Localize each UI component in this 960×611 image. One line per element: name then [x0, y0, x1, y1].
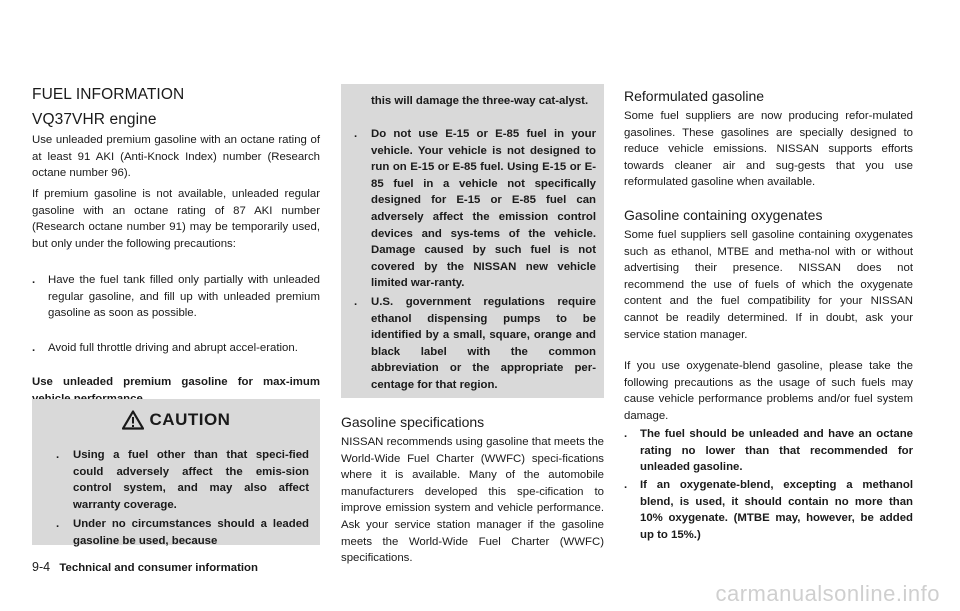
- list-item-text: Have the fuel tank filled only partially with unleaded regular gasoline, and fill up with unleaded premium gasoline as soon as possible.: [48, 274, 320, 320]
- list-item-text: U.S. government regulations require ethanol dispensing pumps to be identified by a small, square, orange and black label with the common abbreviation or the appropriate per-centage for that region.: [371, 296, 596, 391]
- page-number: 9-4: [32, 560, 51, 574]
- caution-box: [32, 399, 320, 545]
- caution-box-continued: [341, 84, 604, 398]
- engine-title: VQ37VHR engine: [32, 111, 157, 128]
- list-item: [624, 477, 913, 543]
- list-item-text: Under no circumstances should a leaded gasoline be used, because: [73, 518, 309, 547]
- watermark: carmanualsonline.info: [715, 581, 940, 606]
- bullet-dot: .: [354, 128, 358, 140]
- list-item: [354, 294, 596, 394]
- list-item: [56, 447, 309, 513]
- bullet-dot: .: [56, 449, 60, 461]
- bullet-dot: .: [56, 518, 60, 530]
- regular-paragraph: If premium gasoline is not available, unleaded regular gasoline with an octane rating of 87 AKI number (Research octane number 91) may be temporarily used, but only under the following precautions:: [32, 188, 320, 250]
- list-item-text: Avoid full throttle driving and abrupt accel-eration.: [48, 342, 298, 354]
- bullet-dot: .: [624, 428, 628, 440]
- footer-section-name: Technical and consumer information: [59, 562, 258, 574]
- oxygenates-paragraph-1: Some fuel suppliers sell gasoline containing oxygenates such as ethanol, MTBE and metha-nol with or without advertising their presence. NISSAN does not recommend the use of fuels of which the oxygenate content and the fuel compatibility for your NISSAN cannot be readily determined. If in doubt, ask your service station manager.: [624, 229, 913, 341]
- list-item-text: The fuel should be unleaded and have an octane rating no lower than that recommended for unleaded gasoline.: [640, 428, 913, 474]
- list-item: [56, 516, 309, 549]
- list-item-text: Using a fuel other than that speci-fied could adversely affect the emis-sion control system, and may also affect warranty coverage.: [73, 449, 309, 511]
- list-item: [32, 272, 320, 322]
- spec-title: Gasoline specifications: [341, 414, 485, 430]
- list-item-text: Do not use E-15 or E-85 fuel in your vehicle. Your vehicle is not designed to run on E-15 or E-85 fuel. Using E-15 or E-85 fuel in a vehicle not specifically designed for E-15 or E-85 fuel can adversely affect the emission control devices and sys-tems of the vehicle. Damage caused by such fuel is not covered by the NISSAN new vehicle limited war-ranty.: [371, 128, 596, 290]
- reformulated-title: Reformulated gasoline: [624, 88, 765, 104]
- caution-header: [32, 410, 320, 430]
- caution-label: CAUTION: [149, 410, 231, 429]
- list-item: [32, 340, 320, 357]
- bullet-dot: .: [32, 342, 36, 354]
- caution-continuation: this will damage the three-way cat-alyst.: [371, 95, 589, 107]
- spec-paragraph: NISSAN recommends using gasoline that meets the World-Wide Fuel Charter (WWFC) speci-fications where it is available. Many of the automobile manufacturers developed this spe-cification to improve emission system and vehicle performance. Ask your service station manager if the gasoline meets the World-Wide Fuel Charter (WWFC) specifications.: [341, 436, 604, 565]
- bullet-dot: .: [624, 479, 628, 491]
- list-item: [354, 126, 596, 292]
- oxygenates-paragraph-2: If you use oxygenate-blend gasoline, please take the following precautions as the usage of such fuels may cause vehicle performance problems and/or fuel system damage.: [624, 360, 913, 422]
- bold-note: Use unleaded premium gasoline for max-imum: [32, 376, 320, 388]
- warning-triangle-icon: [122, 410, 144, 430]
- page-footer: [32, 560, 258, 574]
- oxygenates-title: Gasoline containing oxygenates: [624, 207, 823, 223]
- premium-paragraph: Use unleaded premium gasoline with an octane rating of at least 91 AKI (Anti-Knock Index) number (Research octane number 96).: [32, 134, 320, 180]
- bullet-dot: .: [32, 274, 36, 286]
- section-title: FUEL INFORMATION: [32, 86, 185, 103]
- list-item-text: If an oxygenate-blend, excepting a methanol blend, is used, it should contain no more than 10% oxygenate. (MTBE may, however, be added up to 15%.): [640, 479, 913, 541]
- list-item: [624, 426, 913, 476]
- bullet-dot: .: [354, 296, 358, 308]
- reformulated-paragraph: Some fuel suppliers are now producing refor-mulated gasolines. These gasolines are specially designed to reduce vehicle emissions. NISSAN supports efforts towards cleaner air and sug-gests that you use reformulated gasoline when available.: [624, 110, 913, 189]
